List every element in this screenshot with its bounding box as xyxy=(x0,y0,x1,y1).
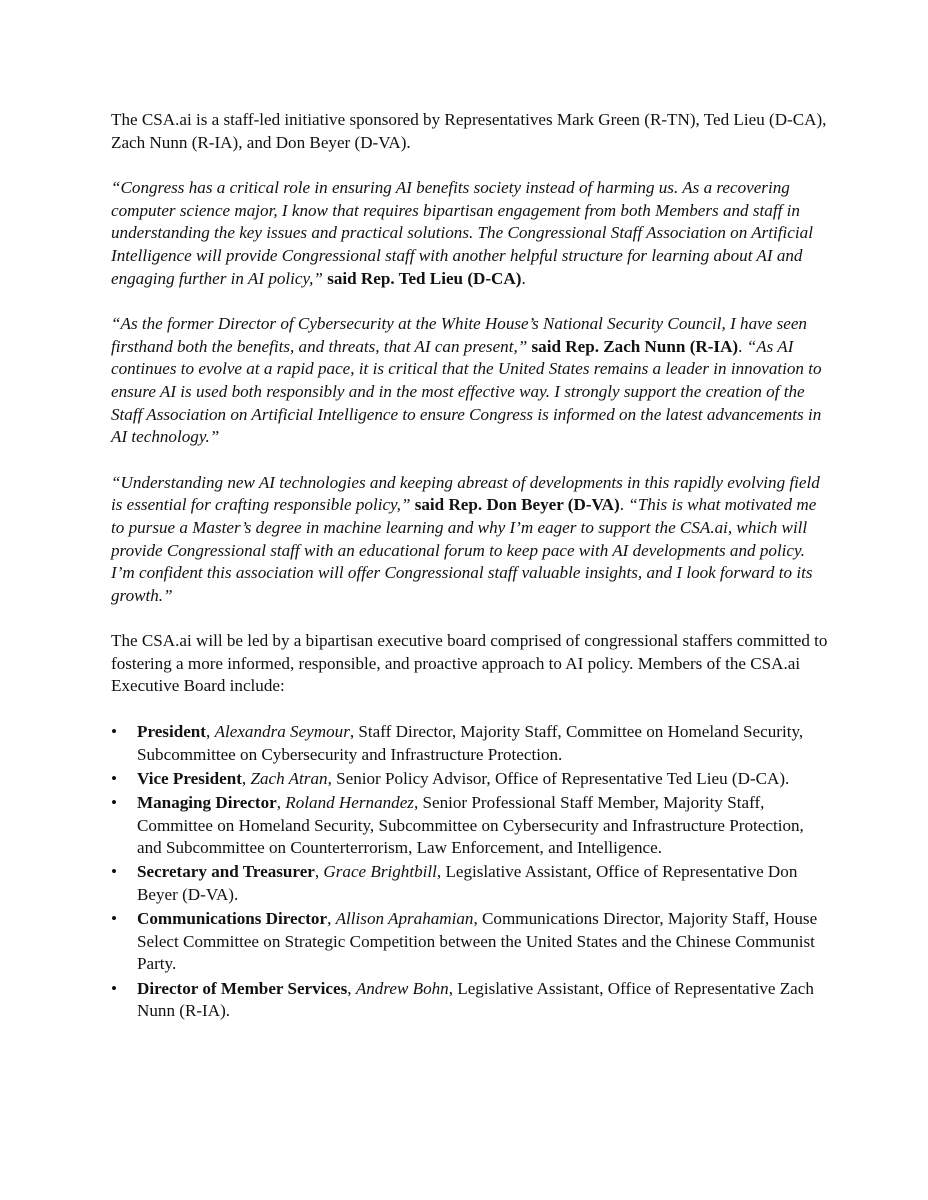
quote-attribution: said Rep. Zach Nunn (R-IA) xyxy=(531,336,739,356)
board-member-managing-director xyxy=(111,792,829,860)
bullet-icon: • xyxy=(111,978,117,998)
board-role: Communications Director xyxy=(137,909,328,929)
board-role: Vice President xyxy=(137,768,242,788)
board-person: Roland Hernandez xyxy=(285,793,414,813)
board-description: , Staff Director, Majority Staff, Committee on Homeland Security, Subcommittee on Cybersecurity and Infrastructure Protection. xyxy=(137,722,804,764)
intro-paragraph: The CSA.ai is a staff-led initiative sponsored by Representatives Mark Green (R-TN), Ted Lieu (D-CA), Zach Nunn (R-IA), and Don Beyer (D-VA). xyxy=(111,110,827,152)
board-separator: , xyxy=(347,978,356,998)
document-page xyxy=(111,109,829,1024)
board-description: , Communications Director, Majority Staff, House Select Committee on Strategic Competition between the United States and the Chinese Communist Party. xyxy=(137,909,818,974)
board-separator: , xyxy=(276,793,286,813)
board-role: Secretary and Treasurer xyxy=(137,862,315,882)
quote-punctuation: . xyxy=(619,495,629,515)
board-person: Allison Aprahamian xyxy=(335,909,474,929)
board-member-vice-president xyxy=(111,768,829,791)
board-member-president xyxy=(111,721,829,766)
bullet-icon: • xyxy=(111,722,117,742)
quote-punctuation: . xyxy=(738,336,743,356)
quote-text-continued: “This is what motivated me to pursue a Master’s degree in machine learning and why I’m eager to support the CSA.ai, which will provide Congressional staff with an educational forum to keep pace with AI developments and policy. I’m confident this association will offer Congressional staff valuable insights, and I look forward to its growth.” xyxy=(111,495,817,605)
quote-text-continued: “As AI continues to evolve at a rapid pace, it is critical that the United States remains a leader in innovation to ensure AI is used both responsibly and in the most effective way. I strongly support the creation of the Staff Association on Artificial Intelligence to ensure Congress is informed on the latest advancements in AI technology.” xyxy=(111,336,822,447)
board-intro-paragraph: The CSA.ai will be led by a bipartisan executive board comprised of congressional staffers committed to fostering a more informed, responsible, and proactive approach to AI policy. Members of the CSA.ai Executive Board include: xyxy=(111,631,828,696)
bullet-icon: • xyxy=(111,793,117,813)
quote-punctuation: . xyxy=(521,268,526,288)
quote-attribution: said Rep. Ted Lieu (D-CA) xyxy=(327,268,522,288)
quote-attribution: said Rep. Don Beyer (D-VA) xyxy=(414,495,620,515)
board-description: , Senior Professional Staff Member, Majority Staff, Committee on Homeland Security, Subcommittee on Cybersecurity and Infrastructure Protection, and Subcommittee on Counterterrorism, Law Enforcement, and Intelligence. xyxy=(137,793,804,858)
quote-text: “As the former Director of Cybersecurity at the White House’s National Security Council, I have seen firsthand both the benefits, and threats, that AI can present,” xyxy=(111,314,807,356)
quote-text: “Understanding new AI technologies and keeping abreast of developments in this rapidly evolving field is essential for crafting responsible policy,” xyxy=(111,472,820,515)
quote-don-beyer xyxy=(111,472,829,608)
board-role: Director of Member Services xyxy=(137,978,348,998)
board-role: Managing Director xyxy=(137,793,277,813)
board-person: Zach Atran xyxy=(250,768,328,788)
board-description: , Legislative Assistant, Office of Representative Don Beyer (D-VA). xyxy=(137,862,798,904)
board-separator: , xyxy=(314,862,324,882)
board-person: Andrew Bohn xyxy=(355,978,449,998)
quote-zach-nunn xyxy=(111,313,829,449)
board-separator: , xyxy=(206,722,215,742)
board-member-secretary-treasurer xyxy=(111,861,829,906)
board-separator: , xyxy=(241,768,251,788)
quote-ted-lieu xyxy=(111,177,829,290)
board-role: President xyxy=(137,722,207,742)
board-person: Grace Brightbill xyxy=(323,862,437,882)
quote-text: “Congress has a critical role in ensuring AI benefits society instead of harming us. As a recovering computer science major, I know that requires bipartisan engagement from both Members and staff in understanding the key issues and practical solutions. The Congressional Staff Association on Artificial Intelligence will provide Congressional staff with another helpful structure for learning about AI and engaging further in AI policy,” xyxy=(111,178,813,288)
board-description: , Senior Policy Advisor, Office of Representative Ted Lieu (D-CA). xyxy=(327,768,790,788)
board-member-director-member-services xyxy=(111,978,829,1023)
bullet-icon: • xyxy=(111,909,117,929)
board-member-communications-director xyxy=(111,908,829,976)
board-description: , Legislative Assistant, Office of Representative Zach Nunn (R-IA). xyxy=(137,978,814,1021)
bullet-icon: • xyxy=(111,768,117,788)
executive-board-list xyxy=(111,721,829,1023)
board-separator: , xyxy=(327,909,336,929)
bullet-icon: • xyxy=(111,862,117,882)
board-person: Alexandra Seymour xyxy=(214,722,350,742)
